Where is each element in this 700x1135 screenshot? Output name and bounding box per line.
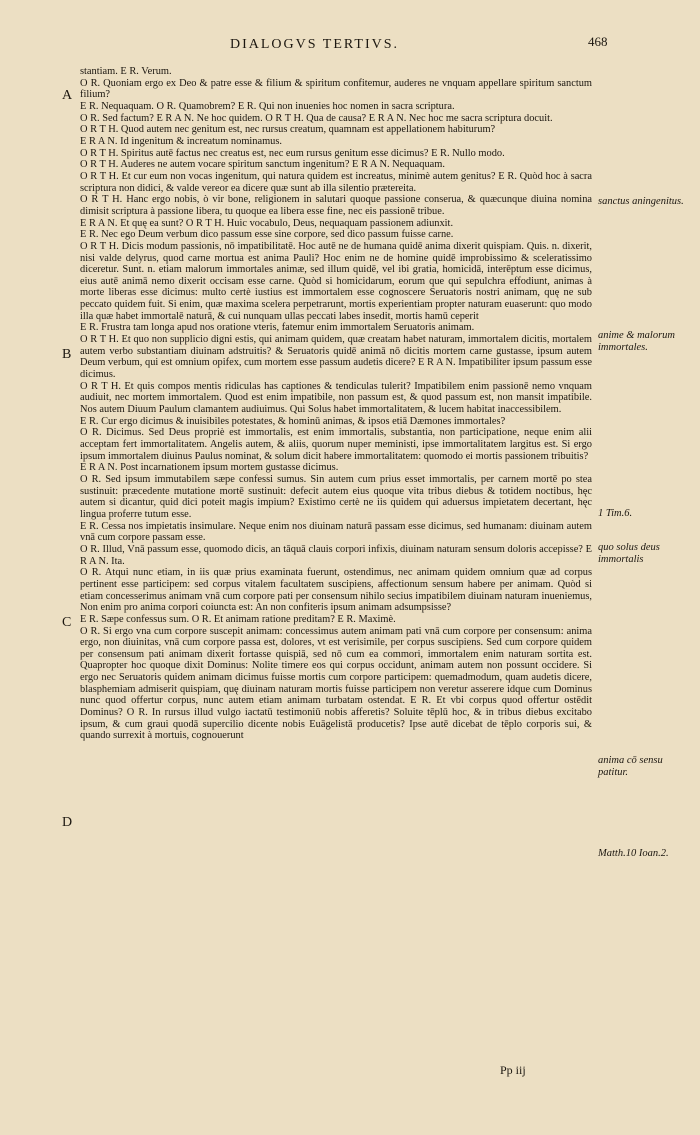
paragraph: E R A N. Post incarnationem ipsum mortem gustasse dicimus. xyxy=(80,462,339,474)
paragraph: O R. Sed ipsum immutabilem sæpe confessi sumus. Sin autem cum prius esset immortalis, per carnem mortē po stea sustinuit: præcedente mutatione mortē sustinuit: defecit autem eius quoque vita tribus diebus & totidem noctibus, hęc autem si dicantur, quid dici poteit magis impium? Existimo certè ne iis quidem qui aduersus impietatem decertant, hęc lingua proferre tutum esse. xyxy=(80,473,592,520)
section-letter-b: B xyxy=(62,347,72,362)
paragraph: O R. Si ergo vna cum corpore suscepit animam: concessimus autem animam pati vnā cum corpore per consensum: anima ergo, non diuinitas, vnā cum corpore passa est, dolores, vt est verisimile, per corpus suscipiens. Sed cum corpore quidem per consensum pati animam dixerit fortasse quispiā, sed nō cum ea commori, immortalem enim naturam sortita est. Quapropter hoc quoque dixit Dominus: Nolite timere eos qui corpus occidunt, animam autem non possunt occidere. Si ergo nec Seruatoris quidem animam dicimus fuisse mortis cum corpore participem: quemadmodum, quam audetis dicere, blasphemiam admiserit quispiam, quę diuinam naturam mortis fuisse participem non veretur asserere idque cum Dominus nunc quod offertur corpus, nunc autem etiam animam turbatam ostendat. E R. Et vbi corpus quod offertur ostēdit Dominus? O R. In rursus illud vulgo iactatū testimoniū nobis afferetis? Soluite tēplū hoc, & in tribus diebus excitabo ipsum, & cum graui quodā supercilio dicente nobis Euāgelistā producetis? Ipse autē dicebat de tēplo corporis sui, & quando surrexit à mortuis, cognouerunt xyxy=(80,625,592,742)
paragraph: E R. Frustra tam longa apud nos oratione vteris, fatemur enim immortalem Seruatoris animam. xyxy=(80,322,475,334)
paragraph: O R. Sed factum? E R A N. Ne hoc quidem. O R T H. Qua de causa? E R A N. Nec hoc me sacra scriptura docuit. xyxy=(80,112,553,124)
paragraph: E R. Sæpe confessus sum. O R. Et animam ratione preditam? E R. Maximè. xyxy=(80,613,396,625)
margin-note: anime & malorum immortales. xyxy=(598,330,675,353)
paragraph: O R. Atqui nunc etiam, in iis quæ prius examinata fuerunt, ostendimus, nec animam quidem omnium quæ ad corpus pertinent esse participem: sed corpus vitalem facultatem suscipiens, affectionum sensum habere per animam. Quòd si etiam concesserimus animam vnā cum corpore pati per consensum nihilo secius impatibilem diuinam naturam inueniemus, Non enim pro anima corpori coiuncta est: An non confiteris ipsum animam adsumpsisse? xyxy=(80,567,592,614)
paragraph: O R T H. Spiritus autē factus nec creatus est, nec eum rursus genitum esse dicimus? E R. Nullo modo. xyxy=(80,147,505,159)
page-number: 468 xyxy=(588,34,608,49)
section-letter-a: A xyxy=(62,88,73,103)
paragraph: O R. Illud, Vnā passum esse, quomodo dicis, an tāquā clauis corpori infixis, diuinam naturam sensum doloris accepisse? E R A N. Ita. xyxy=(80,543,592,567)
paragraph: O R T H. Et cur eum non vocas ingenitum, qui natura quidem est increatus, minimè autem genitus? E R. Quòd hoc à sacra scriptura non didici, & valde vereor ea dicere quæ sunt ab illa silentio prætereita. xyxy=(80,170,592,194)
paragraph: O R. Dicimus. Sed Deus propriè est immortalis, est enim immortalis, substantia, non participatione, neque enim alii acceptam fert immortalitatem. Angelis autem, & aliis, quorum nuper meministi, ipse immortalitatem largitus est. Si ergo ipsum immortalem diuinus Paulus nominat, & solum dicit habere immortalitatem: quomodo ei mortis passionem tribuitis? xyxy=(80,427,592,462)
paragraph: O R T H. Et quo non supplicio digni estis, qui animam quidem, quæ creatam habet naturam, immortalem dicitis, mortalem autem verbo substantiam diuinam adstruitis? & Seruatoris quidē animā nō dicitis mortem carne gustasse, ipsum autem Deum verbum, qui est omnium opifex, cum mortem esse passum audetis dicere? E R A N. Impatibiliter ipsum passum esse dicimus. xyxy=(80,334,592,381)
paragraph: O R T H. Hanc ergo nobis, ò vir bone, religionem in salutari quoque passione conserua, & quæcunque diuina nomina dimisit scriptura à passione libera, tu quoque ea libera esse fine, nec eis passionē tribue. xyxy=(80,194,592,217)
paragraph: O R T H. Auderes ne autem vocare spiritum sanctum ingenitum? E R A N. Nequaquam. xyxy=(80,159,445,171)
margin-note: anima cō sensu patitur. xyxy=(598,755,663,778)
running-title: DIALOGVS TERTIVS. xyxy=(230,37,400,52)
paragraph: O R T H. Dicis modum passionis, nō impatibilitatē. Hoc autē ne de humana quidē anima dixerit quispiam. Quis. n. dixerit, nisi valde delyrus, quod carne mortua est anima Pauli? Hoc enim ne de homine quidē improbissimo & sceleratissimo diceretur. Sunt. n. etiam malorum immortales animæ, sed illum quidē, vel ibi gratia, homicidā, interēptum esse dicimus, eius autē animā nemo dixerit occisam esse carne. Quòd si homicidarum, eorum que qui sepulchra effodiunt, animas à morte liberas esse dicimus: multo certè iustius est immortalem esse cognoscere Seruatoris nostri animam, quę ne sub peccato quidem fuit. Si enim, quæ maxima scelera perpetrarunt, mortis experientiam propter naturam euaserunt: quo modo illa quæ habet immortalē naturā, & cui nunquam ullas peccati labes insedit, mortis hamū ceperit xyxy=(80,240,592,322)
paragraph: O R. Quoniam ergo ex Deo & patre esse & filium & spiritum confitemur, auderes ne vnquam appellare spiritum sanctum filium? xyxy=(80,77,592,101)
paragraph: O R T H. Quod autem nec genitum est, nec rursus creatum, quamnam est appellationem habiturum? xyxy=(80,124,496,136)
paragraph: E R. Nec ego Deum verbum dico passum esse sine corpore, sed dico passum fuisse carne. xyxy=(80,229,454,241)
margin-note: 1 Tim.6. xyxy=(598,508,633,519)
margin-note: sanctus aningenitus. xyxy=(598,196,684,207)
margin-note: quo solus deus immortalis xyxy=(598,542,660,565)
paragraph: E R A N. Id ingenitum & increatum nominamus. xyxy=(80,135,283,147)
margin-note: Matth.10 Ioan.2. xyxy=(598,848,669,859)
dialogue-text xyxy=(80,66,592,742)
section-letter-c: C xyxy=(62,615,72,630)
paragraph: E R A N. Et quę ea sunt? O R T H. Huic vocabulo, Deus, nequaquam passionem adiunxit. xyxy=(80,217,454,229)
paragraph: stantiam. E R. Verum. xyxy=(80,66,172,77)
paragraph: E R. Cur ergo dicimus & inuisibiles potestates, & hominū animas, & ipsos etiā Dæmones immortales? xyxy=(80,415,506,427)
paragraph: E R. Nequaquam. O R. Quamobrem? E R. Qui non inuenies hoc nomen in sacra scriptura. xyxy=(80,100,455,112)
paragraph: O R T H. Et quis compos mentis ridiculas has captiones & tendiculas tulerit? Impatibilem enim passionē nemo vnquam audiuit, nec mortem immortalem. Quod est enim impatibile, non passum est, & quod passum est, non mansit impatibile. Nos autem Diuum Paulum clamantem audiuimus. Qui Solus habet immortalitatem, & lucem habitat inaccessibilem. xyxy=(80,380,592,416)
section-letter-d: D xyxy=(62,815,73,830)
signature-mark: Pp iij xyxy=(500,1063,526,1077)
paragraph: E R. Cessa nos impietatis insimulare. Neque enim nos diuinam naturā passam esse dicimus, sed humanam: diuinam autem vnā cum corpore passam esse. xyxy=(80,520,592,544)
